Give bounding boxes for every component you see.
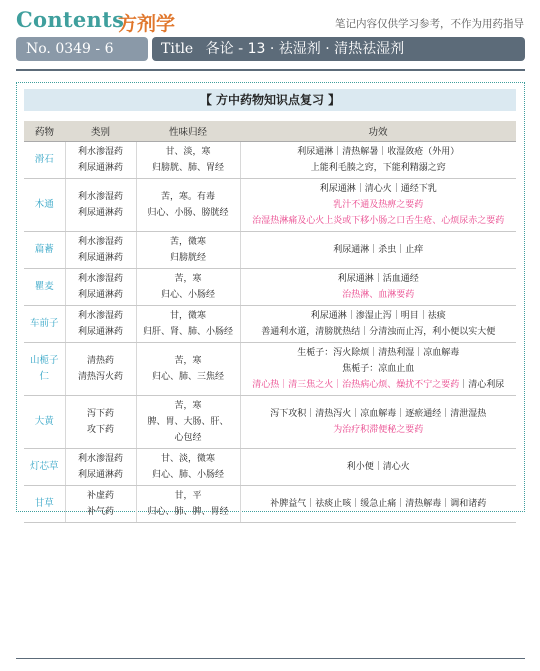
category-line: 利水渗湿药 [77, 192, 123, 202]
drug-name: 萹蓄 [24, 232, 65, 269]
nature-line: 归心、肺、脾、胃经 [147, 507, 229, 517]
drug-name: 甘草 [24, 486, 65, 523]
effect-cell [240, 449, 516, 486]
effect-line: 治热淋、血淋要药 [342, 290, 415, 300]
category-line: 利水渗湿药 [77, 147, 123, 157]
note-number-badge: No. 0349 - 6 [16, 37, 148, 61]
effect-cell [240, 306, 516, 343]
category-line: 清热泻火药 [77, 372, 123, 382]
drug-name: 滑石 [24, 142, 65, 179]
effect-cell [240, 142, 516, 179]
nature-line: 苦，寒。有毒 [160, 192, 215, 202]
effect-cell [240, 343, 516, 396]
header-category: 类别 [65, 121, 136, 142]
effect-line: 治湿热淋痛及心火上炎或下移小肠之口舌生疮、心烦尿赤之要药 [252, 216, 505, 226]
effect-line: 乳汁不通及热痹之要药 [333, 200, 424, 210]
nature-line: 苦，寒 [174, 274, 202, 284]
nature-cell [136, 269, 240, 306]
effect-cell [240, 486, 516, 523]
header-divider [16, 69, 525, 71]
nature-line: 苦，微寒 [169, 237, 206, 247]
category-line: 利水渗湿药 [77, 311, 123, 321]
header-subject: 方剂学 [118, 13, 176, 35]
effect-line [243, 377, 515, 393]
table-row [24, 343, 516, 396]
drug-name: 车前子 [24, 306, 65, 343]
effect-line: 利尿通淋｜清热解暑｜收湿敛疮（外用） [297, 147, 460, 157]
category-line: 利尿通淋药 [77, 253, 123, 263]
effect-line: 生栀子：泻火除烦｜清热利湿｜凉血解毒 [297, 348, 460, 358]
table-row [24, 306, 516, 343]
category-line: 补虚药 [86, 491, 114, 501]
drug-name: 大黄 [24, 396, 65, 449]
category-cell [65, 306, 136, 343]
drug-name: 木通 [24, 179, 65, 232]
header-drug: 药物 [24, 121, 65, 142]
effect-line: 泻下攻积｜清热泻火｜凉血解毒｜逐瘀通经｜清泄湿热 [270, 409, 487, 419]
review-box-title: 【 方中药物知识点复习 】 [24, 89, 516, 111]
category-line: 攻下药 [86, 425, 114, 435]
drug-table [24, 121, 516, 523]
table-row [24, 269, 516, 306]
header-effect: 功效 [240, 121, 516, 142]
category-cell [65, 269, 136, 306]
effect-cell [240, 269, 516, 306]
effect-line: 利尿通淋｜清心火｜通经下乳 [319, 184, 437, 194]
effect-line: 补脾益气｜祛痰止咳｜缓急止痛｜清热解毒｜调和诸药 [270, 499, 487, 509]
nature-cell [136, 179, 240, 232]
nature-cell [136, 486, 240, 523]
title-text: 各论 - 13 · 祛湿剂 · 清热祛湿剂 [205, 41, 405, 57]
nature-line: 脾、胃、大肠、肝、 [147, 417, 229, 427]
category-cell [65, 396, 136, 449]
category-cell [65, 232, 136, 269]
header-title: Contents [16, 7, 125, 32]
category-line: 利水渗湿药 [77, 454, 123, 464]
header-disclaimer: 笔记内容仅供学习参考，不作为用药指导 [335, 18, 524, 30]
effect-segment: 清心热｜清三焦之火｜治热病心烦、燥扰不宁之要药 [252, 380, 460, 390]
category-line: 清热药 [86, 356, 114, 366]
nature-cell [136, 396, 240, 449]
nature-line: 归心、肺、小肠经 [151, 470, 224, 480]
effect-cell [240, 396, 516, 449]
category-line: 利尿通淋药 [77, 290, 123, 300]
nature-line: 归心、肺、三焦经 [151, 372, 224, 382]
nature-line: 甘、淡，微寒 [160, 454, 215, 464]
effect-line: 为治疗积滞便秘之要药 [333, 425, 424, 435]
effect-line: 上能利毛腠之窍，下能利精溺之窍 [310, 163, 446, 173]
nature-line: 心包经 [174, 433, 202, 443]
nature-line: 甘、淡，寒 [165, 147, 211, 157]
effect-line: 利尿通淋｜渗湿止泻｜明目｜祛痰 [310, 311, 446, 321]
category-line: 利尿通淋药 [77, 470, 123, 480]
nature-line: 苦，寒 [174, 401, 202, 411]
nature-cell [136, 232, 240, 269]
effect-line: 利尿通淋｜活血通经 [337, 274, 419, 284]
nature-line: 归心、小肠经 [160, 290, 215, 300]
effect-line: 利尿通淋｜杀虫｜止痒 [333, 245, 424, 255]
category-cell [65, 343, 136, 396]
nature-line: 归心、小肠、膀胱经 [147, 208, 229, 218]
nature-line: 苦，寒 [174, 356, 202, 366]
nature-cell [136, 449, 240, 486]
category-line: 利尿通淋药 [77, 163, 123, 173]
footer-divider [16, 658, 525, 659]
note-title-badge [152, 37, 525, 61]
nature-line: 归肝、肾、肺、小肠经 [142, 327, 233, 337]
category-line: 利尿通淋药 [77, 208, 123, 218]
table-header-row [24, 121, 516, 142]
nature-line: 甘，微寒 [169, 311, 206, 321]
nature-line: 归膀胱经 [169, 253, 206, 263]
table-row [24, 396, 516, 449]
effect-cell [240, 179, 516, 232]
nature-line: 归膀胱、肺、胃经 [151, 163, 224, 173]
effect-line: 利小便｜清心火 [346, 462, 410, 472]
nature-cell [136, 142, 240, 179]
title-label: Title [161, 41, 194, 57]
nature-cell [136, 306, 240, 343]
table-row [24, 142, 516, 179]
drug-name: 瞿麦 [24, 269, 65, 306]
category-line: 利水渗湿药 [77, 274, 123, 284]
table-body [24, 142, 516, 523]
table-row [24, 232, 516, 269]
drug-name: 灯芯草 [24, 449, 65, 486]
header-nature: 性味归经 [136, 121, 240, 142]
category-cell [65, 449, 136, 486]
drug-name: 山栀子仁 [24, 343, 65, 396]
nature-line: 甘，平 [174, 491, 202, 501]
effect-line: 焦栀子：凉血止血 [342, 364, 415, 374]
effect-line: 善通利水道，清膀胱热结｜分清浊而止泻，利小便以实大便 [261, 327, 496, 337]
category-cell [65, 142, 136, 179]
table-row [24, 179, 516, 232]
category-cell [65, 179, 136, 232]
table-row [24, 486, 516, 523]
effect-segment: ｜清心利尿 [459, 380, 505, 390]
nature-cell [136, 343, 240, 396]
effect-cell [240, 232, 516, 269]
category-cell [65, 486, 136, 523]
category-line: 补气药 [86, 507, 114, 517]
table-row [24, 449, 516, 486]
category-line: 泻下药 [86, 409, 114, 419]
category-line: 利水渗湿药 [77, 237, 123, 247]
category-line: 利尿通淋药 [77, 327, 123, 337]
